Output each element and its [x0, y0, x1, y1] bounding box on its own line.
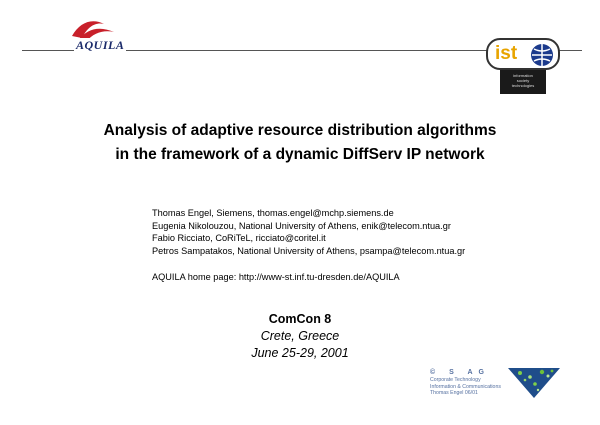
- author-line: Fabio Ricciato, CoRiTeL, ricciato@coritel.it: [152, 233, 326, 244]
- ist-sub-line: society: [516, 78, 530, 83]
- globe-icon: [530, 43, 554, 67]
- author-line: Thomas Engel, Siemens, thomas.engel@mchp.siemens.de: [152, 208, 394, 218]
- conference-info: [0, 311, 600, 362]
- ist-logo: [486, 36, 558, 98]
- author-list: [152, 207, 465, 257]
- footer-line: Corporate Technology: [430, 377, 481, 383]
- conference-dates: June 25-29, 2001: [251, 346, 349, 360]
- footer-brand: © S AG: [430, 369, 490, 376]
- aquila-logo: [60, 14, 150, 64]
- title-line: Analysis of adaptive resource distribution algorithms: [103, 122, 497, 139]
- ist-logo-text: ist: [495, 43, 518, 64]
- ist-logo-subtitle: [500, 70, 546, 94]
- ist-sub-line: technologies: [511, 83, 535, 88]
- footer-corporate: [430, 368, 501, 397]
- aquila-logo-text: AQUILA: [76, 38, 125, 52]
- author-line: Eugenia Nikolouzou, National University of Athens, enik@telecom.ntua.gr: [152, 220, 451, 231]
- conference-location: Crete, Greece: [260, 329, 340, 343]
- homepage-line: AQUILA home page: http://www-st.inf.tu-dresden.de/AQUILA: [152, 272, 400, 282]
- footer-line: Thomas Engel 06/01: [430, 390, 478, 397]
- conference-name: ComCon 8: [268, 312, 332, 326]
- ist-sub-line: information: [513, 73, 533, 78]
- footer-line: Information & Communications: [430, 383, 501, 390]
- siemens-triangle-logo: [508, 368, 560, 398]
- title-line: in the framework of a dynamic DiffServ IP network: [115, 146, 485, 163]
- presentation-title: [0, 119, 600, 167]
- ist-logo-pill: [486, 38, 560, 70]
- author-line: Petros Sampatakos, National University of Athens, psampa@telecom.ntua.gr: [152, 245, 466, 256]
